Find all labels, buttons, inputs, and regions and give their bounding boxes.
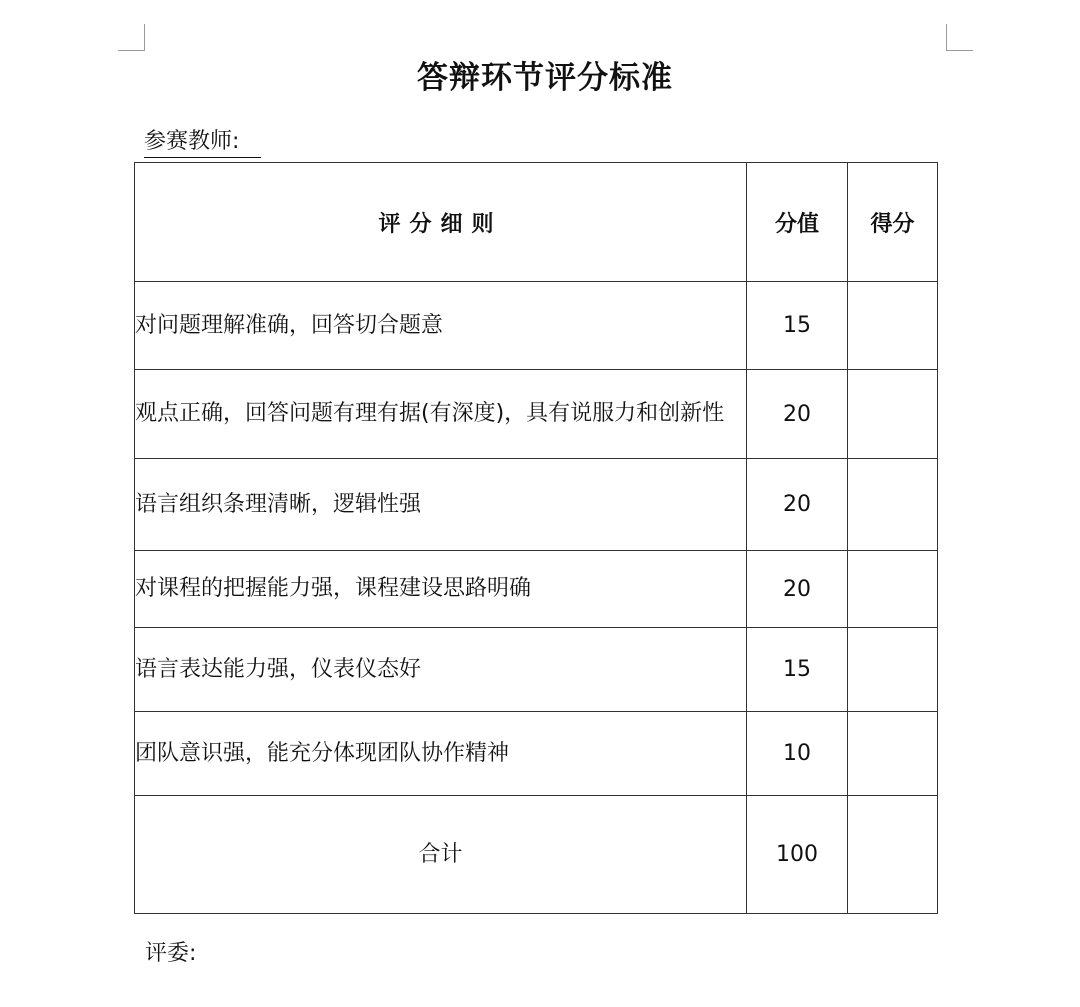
table-row bbox=[135, 282, 938, 370]
page-corner-mark-top-right bbox=[946, 24, 973, 51]
points-cell: 15 bbox=[747, 282, 848, 370]
table-row bbox=[135, 712, 938, 796]
header-points: 分值 bbox=[747, 163, 848, 282]
criteria-cell: 观点正确，回答问题有理有据(有深度)，具有说服力和创新性 bbox=[135, 370, 747, 459]
score-cell bbox=[848, 459, 938, 551]
score-cell bbox=[848, 712, 938, 796]
header-criteria: 评分细则 bbox=[135, 163, 747, 282]
score-cell bbox=[848, 370, 938, 459]
table-header-row bbox=[135, 163, 938, 282]
points-cell: 10 bbox=[747, 712, 848, 796]
table-row bbox=[135, 551, 938, 628]
points-cell: 20 bbox=[747, 370, 848, 459]
criteria-cell: 语言表达能力强，仪表仪态好 bbox=[135, 628, 747, 712]
table-row bbox=[135, 459, 938, 551]
total-score-cell bbox=[848, 796, 938, 914]
scoring-table bbox=[134, 162, 938, 914]
teacher-label: 参赛教师: bbox=[144, 124, 261, 158]
header-score: 得分 bbox=[848, 163, 938, 282]
table-row bbox=[135, 370, 938, 459]
page-corner-mark-top-left bbox=[118, 24, 145, 51]
criteria-cell: 团队意识强，能充分体现团队协作精神 bbox=[135, 712, 747, 796]
criteria-cell: 语言组织条理清晰，逻辑性强 bbox=[135, 459, 747, 551]
score-cell bbox=[848, 628, 938, 712]
score-cell bbox=[848, 551, 938, 628]
points-cell: 20 bbox=[747, 459, 848, 551]
judge-label: 评委: bbox=[145, 941, 197, 966]
criteria-cell: 对问题理解准确，回答切合题意 bbox=[135, 282, 747, 370]
criteria-cell: 对课程的把握能力强，课程建设思路明确 bbox=[135, 551, 747, 628]
total-points-cell: 100 bbox=[747, 796, 848, 914]
points-cell: 15 bbox=[747, 628, 848, 712]
document-title: 答辩环节评分标准 bbox=[417, 60, 673, 96]
points-cell: 20 bbox=[747, 551, 848, 628]
table-row bbox=[135, 628, 938, 712]
table-total-row bbox=[135, 796, 938, 914]
total-label-cell: 合计 bbox=[135, 796, 747, 914]
score-cell bbox=[848, 282, 938, 370]
